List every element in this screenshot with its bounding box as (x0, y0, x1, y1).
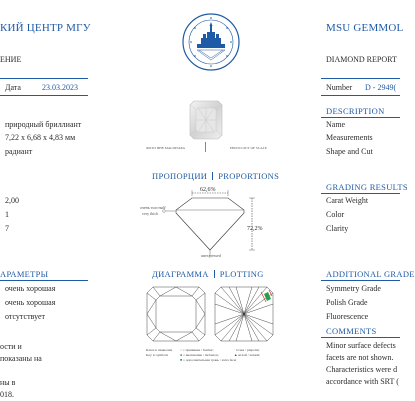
plot-pavilion-view (214, 286, 274, 342)
date-label: Дата (5, 83, 21, 92)
grading-title: GRADING RESULTS (326, 182, 408, 192)
comments-line-2: facets are not shown. (326, 353, 394, 362)
additional-polish-label: Polish Grade (326, 298, 368, 307)
girdle-label-en: very thick (142, 211, 159, 216)
additional-left-fluorescence: отсутствует (5, 312, 46, 321)
comments-left-line-2: показаны на (0, 354, 42, 363)
additional-left-title: АРАМЕТРЫ (0, 269, 49, 279)
culet-label: unexpressed (201, 253, 221, 258)
grading-left-clarity: 7 (5, 224, 9, 233)
proportions-title (152, 171, 279, 181)
additional-symmetry-label: Symmetry Grade (326, 284, 381, 293)
grading-left-carat: 2,00 (5, 196, 19, 205)
photo-caption-ru: ФОТО ВНЕ МАСШТАБА (146, 146, 186, 150)
legend-key-en: Key to symbols (146, 353, 168, 357)
proportions-title-ru: ПРОПОРЦИИ (152, 171, 208, 181)
additional-title: ADDITIONAL GRADE (326, 269, 415, 279)
grading-clarity-label: Clarity (326, 224, 349, 233)
header-left-title: КИЙ ЦЕНТР МГУ (0, 22, 91, 34)
comments-line-4: accordance with SRT ( (326, 377, 399, 386)
plotting-title (152, 269, 264, 279)
plot-legend-items-2 (234, 348, 260, 358)
additional-left-polish: очень хорошая (5, 298, 56, 307)
legend-key-ru: Ключ к символам (146, 348, 173, 352)
grading-color-label: Color (326, 210, 345, 219)
proportions-title-en: PROPORTIONS (218, 171, 280, 181)
grading-left-color: 1 (5, 210, 9, 219)
header-right-sub: DIAMOND REPORT (326, 55, 397, 64)
desc-left-name: природный бриллиант (5, 120, 82, 129)
additional-fluorescence-label: Fluorescence (326, 312, 369, 321)
description-shape-label: Shape and Cut (326, 147, 373, 156)
description-name-label: Name (326, 120, 346, 129)
desc-left-measurements: 7,22 x 6,68 x 4,83 мм (5, 133, 76, 142)
legend-feather: ~ = пряжинка / feather; (180, 348, 214, 352)
legend-extra-facet: ■ = дополнительная грань / extra facet (180, 358, 237, 362)
grading-carat-label: Carat Weight (326, 196, 369, 205)
number-label: Number (326, 83, 353, 92)
legend-pinpoint: · точка / pinpoint; (234, 348, 260, 352)
description-title: DESCRIPTION (326, 106, 385, 116)
msu-emblem-icon (181, 12, 241, 72)
table-percentage: 62,6% (200, 187, 216, 193)
plotting-title-ru: ДИАГРАММА (152, 269, 209, 279)
comments-line-3: Characteristics were d (326, 365, 398, 374)
comments-left-line-5: 018. (0, 390, 14, 399)
comments-line-1: Minor surface defects (326, 341, 396, 350)
girdle-label-ru: очень толстый/ (140, 205, 166, 210)
date-value: 23.03.2023 (42, 83, 78, 92)
description-measurements-label: Measurements (326, 133, 373, 142)
comments-left-line-4: ны в (0, 378, 16, 387)
comments-left-line-1: ости и (0, 342, 22, 351)
desc-left-shape: радиант (5, 147, 33, 156)
header-left-sub: ЕНИЕ (0, 55, 22, 64)
additional-left-symmetry: очень хорошая (5, 284, 56, 293)
header-right-title: MSU GEMMOL (326, 22, 404, 34)
comments-left (0, 341, 42, 401)
legend-inclusion: ● = включение / inclusion; (180, 353, 219, 357)
comments-body (326, 340, 399, 388)
comments-left-line-3 (0, 365, 42, 377)
photo-caption-en: PHOTO OUT OF SCALE (230, 146, 267, 150)
legend-natural: ▲ иглой / natural; (234, 353, 261, 357)
plotting-title-en: PLOTTING (219, 269, 264, 279)
plot-legend-items-1 (180, 348, 236, 363)
diamond-photo (189, 100, 223, 140)
comments-title: COMMENTS (326, 326, 377, 336)
plot-legend (146, 348, 172, 358)
depth-percentage: 72,2% (247, 226, 263, 232)
proportions-diagram (140, 186, 270, 258)
plot-crown-view (146, 286, 206, 342)
number-value: D - 2949( (365, 83, 397, 92)
